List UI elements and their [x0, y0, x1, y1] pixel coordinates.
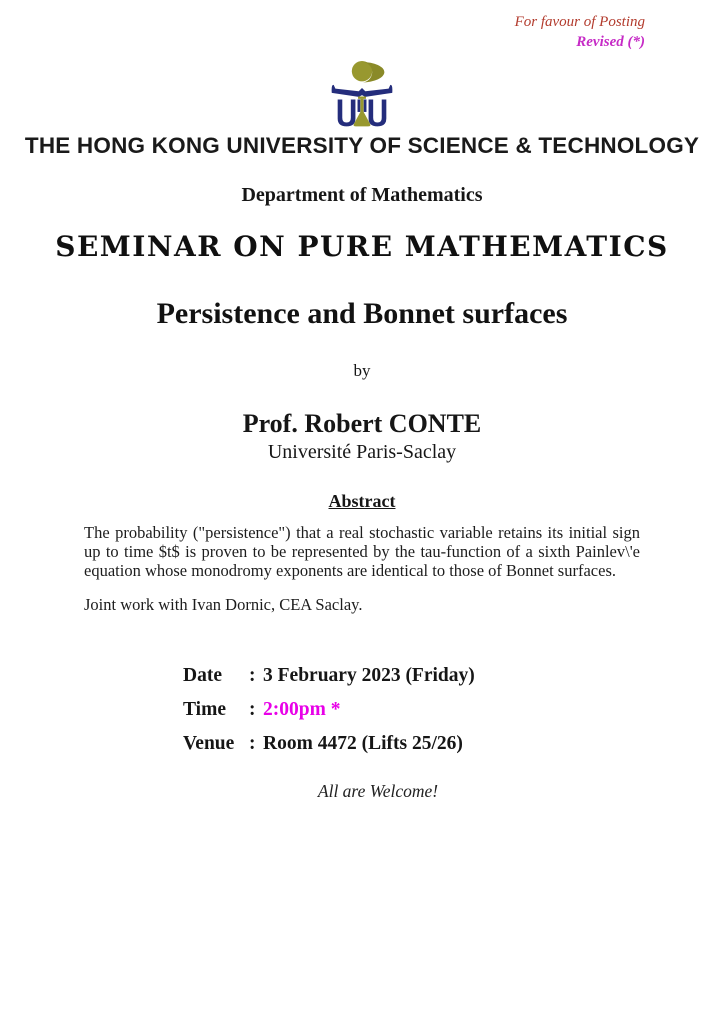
event-details [183, 665, 475, 767]
date-separator: : [249, 665, 256, 686]
venue-label: Venue [183, 733, 235, 754]
time-value: 2:00pm * [263, 699, 341, 720]
time-separator: : [249, 699, 256, 720]
venue-value: Room 4472 (Lifts 25/26) [263, 733, 463, 754]
venue-separator: : [249, 733, 256, 754]
posting-note-revised: Revised (*) [576, 34, 645, 50]
joint-work-note: Joint work with Ivan Dornic, CEA Saclay. [84, 595, 363, 614]
seminar-series-title: SEMINAR ON PURE MATHEMATICS [55, 230, 669, 263]
date-value: 3 February 2023 (Friday) [263, 665, 475, 686]
detail-row-date [183, 665, 475, 687]
speaker-name: Prof. Robert CONTE [242, 409, 482, 438]
date-label: Date [183, 665, 222, 686]
time-label: Time [183, 699, 226, 720]
welcome-message: All are Welcome! [317, 781, 439, 801]
talk-title: Persistence and Bonnet surfaces [156, 297, 568, 330]
department-name: Department of Mathematics [241, 184, 483, 206]
detail-row-time [183, 699, 475, 721]
posting-note-line1: For favour of Posting [514, 14, 645, 30]
speaker-affiliation: Université Paris-Saclay [267, 441, 457, 463]
posting-note [515, 12, 645, 52]
by-label: by [353, 361, 371, 380]
university-name: THE HONG KONG UNIVERSITY OF SCIENCE & TECHNOLOGY [24, 133, 700, 158]
abstract-heading: Abstract [328, 491, 396, 511]
detail-row-venue [183, 733, 475, 755]
abstract-body: The probability ("persistence") that a real stochastic variable retains its initial sign up to time $t$ is proven to be represented by the tau-function of a sixth Painlev\'e equation whose monodromy exponents are identical to those of Bonnet surfaces. [84, 523, 640, 580]
university-logo [0, 60, 724, 136]
